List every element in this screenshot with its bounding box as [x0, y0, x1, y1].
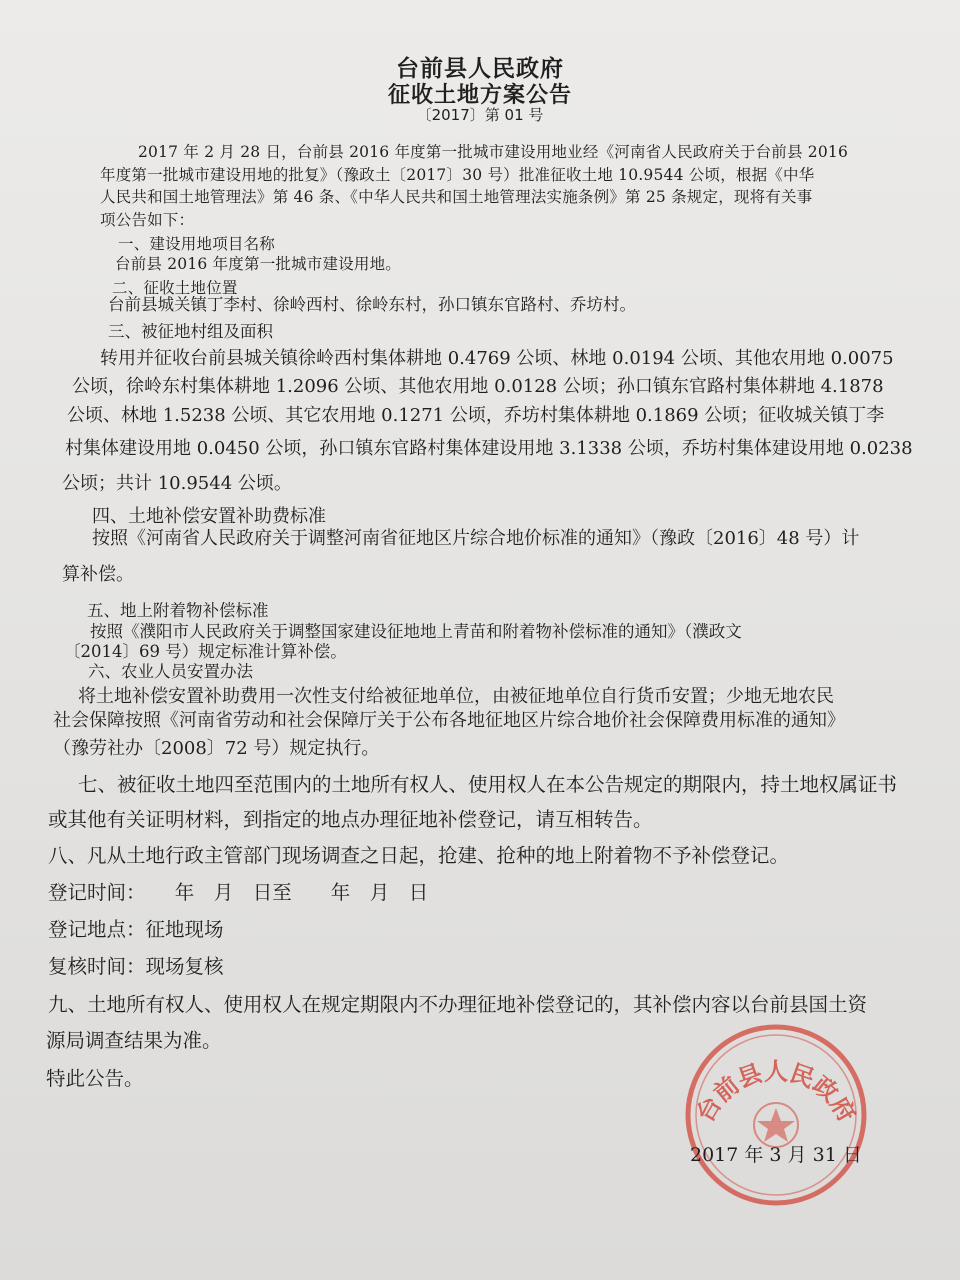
body-line: 村集体建设用地 0.0450 公顷，孙口镇东官路村集体建设用地 3.1338 公顷，乔坊村集体建设用地 0.0238	[65, 438, 913, 459]
body-line: 社会保障按照《河南省劳动和社会保障厅关于公布各地征地区片综合地价社会保障费用标准的通知》	[53, 710, 845, 731]
issue-date: 2017 年 3 月 31 日	[690, 1144, 862, 1166]
body-line: 台前县 2016 年度第一批城市建设用地。	[115, 255, 402, 273]
section-heading: 一、建设用地项目名称	[118, 235, 276, 253]
body-line: 公顷，徐岭东村集体耕地 1.2096 公顷、其他农用地 0.0128 公顷；孙口镇东官路村集体耕地 4.1878	[72, 376, 884, 397]
body-line: 或其他有关证明材料，到指定的地点办理征地补偿登记，请互相转告。	[48, 808, 653, 831]
section-heading: 九、土地所有权人、使用权人在规定期限内不办理征地补偿登记的，其补偿内容以台前县国土资	[48, 993, 868, 1016]
body-line: 人民共和国土地管理法》第 46 条、《中华人民共和国土地管理法实施条例》第 25 条规定，现将有关事	[100, 188, 813, 206]
registration-place: 登记地点：征地现场	[48, 918, 224, 941]
body-line: 源局调查结果为准。	[46, 1029, 222, 1052]
document-number: 〔2017〕第 01 号	[416, 106, 544, 124]
body-line: 转用并征收台前县城关镇徐岭西村集体耕地 0.4769 公顷、林地 0.0194 公顷、其他农用地 0.0075	[100, 348, 894, 369]
seal-text: 台前县人民政府	[690, 1057, 862, 1127]
body-line: 公顷、林地 1.5238 公顷、其它农用地 0.1271 公顷，乔坊村集体耕地 0.1869 公顷；征收城关镇丁李	[67, 405, 885, 426]
title-line-1: 台前县人民政府	[396, 56, 564, 82]
official-seal	[666, 1015, 886, 1215]
section-heading: 五、地上附着物补偿标准	[87, 601, 269, 620]
body-line: （豫劳社办〔2008〕72 号）规定执行。	[53, 738, 380, 759]
body-line: 〔2014〕69 号）规定标准计算补偿。	[64, 642, 347, 661]
body-line: 将土地补偿安置补助费用一次性支付给被征地单位，由被征地单位自行货币安置；少地无地农民	[78, 686, 834, 707]
body-line: 项公告如下：	[100, 211, 195, 229]
body-line: 2017 年 2 月 28 日，台前县 2016 年度第一批城市建设用地业经《河南省人民政府关于台前县 2016	[138, 143, 849, 161]
section-heading: 六、农业人员安置办法	[88, 662, 253, 681]
title-line-2: 征收土地方案公告	[387, 83, 572, 108]
section-heading: 七、被征收土地四至范围内的土地所有权人、使用权人在本公告规定的期限内，持土地权属证书	[78, 773, 898, 796]
closing-line: 特此公告。	[46, 1067, 144, 1090]
registration-time: 登记时间： 年 月 日至 年 月 日	[48, 881, 429, 904]
section-heading: 三、被征地村组及面积	[108, 322, 273, 341]
body-line: 台前县城关镇丁李村、徐岭西村、徐岭东村，孙口镇东官路村、乔坊村。	[108, 295, 636, 314]
section-heading: 四、土地补偿安置补助费标准	[92, 506, 326, 527]
body-line: 按照《河南省人民政府关于调整河南省征地区片综合地价标准的通知》（豫政〔2016〕48 号）计	[92, 528, 860, 549]
body-line: 年度第一批城市建设用地的批复》（豫政土〔2017〕30 号）批准征收土地 10.9544 公顷，根据《中华	[100, 166, 815, 184]
section-heading: 八、凡从土地行政主管部门现场调查之日起，抢建、抢种的地上附着物不予补偿登记。	[48, 844, 790, 867]
body-line: 公顷；共计 10.9544 公顷。	[62, 473, 292, 494]
body-line: 算补偿。	[62, 564, 134, 585]
review-time: 复核时间：现场复核	[48, 955, 224, 978]
body-line: 按照《濮阳市人民政府关于调整国家建设征地地上青苗和附着物补偿标准的通知》（濮政文	[90, 622, 742, 641]
section-heading: 二、征收土地位置	[112, 279, 238, 297]
